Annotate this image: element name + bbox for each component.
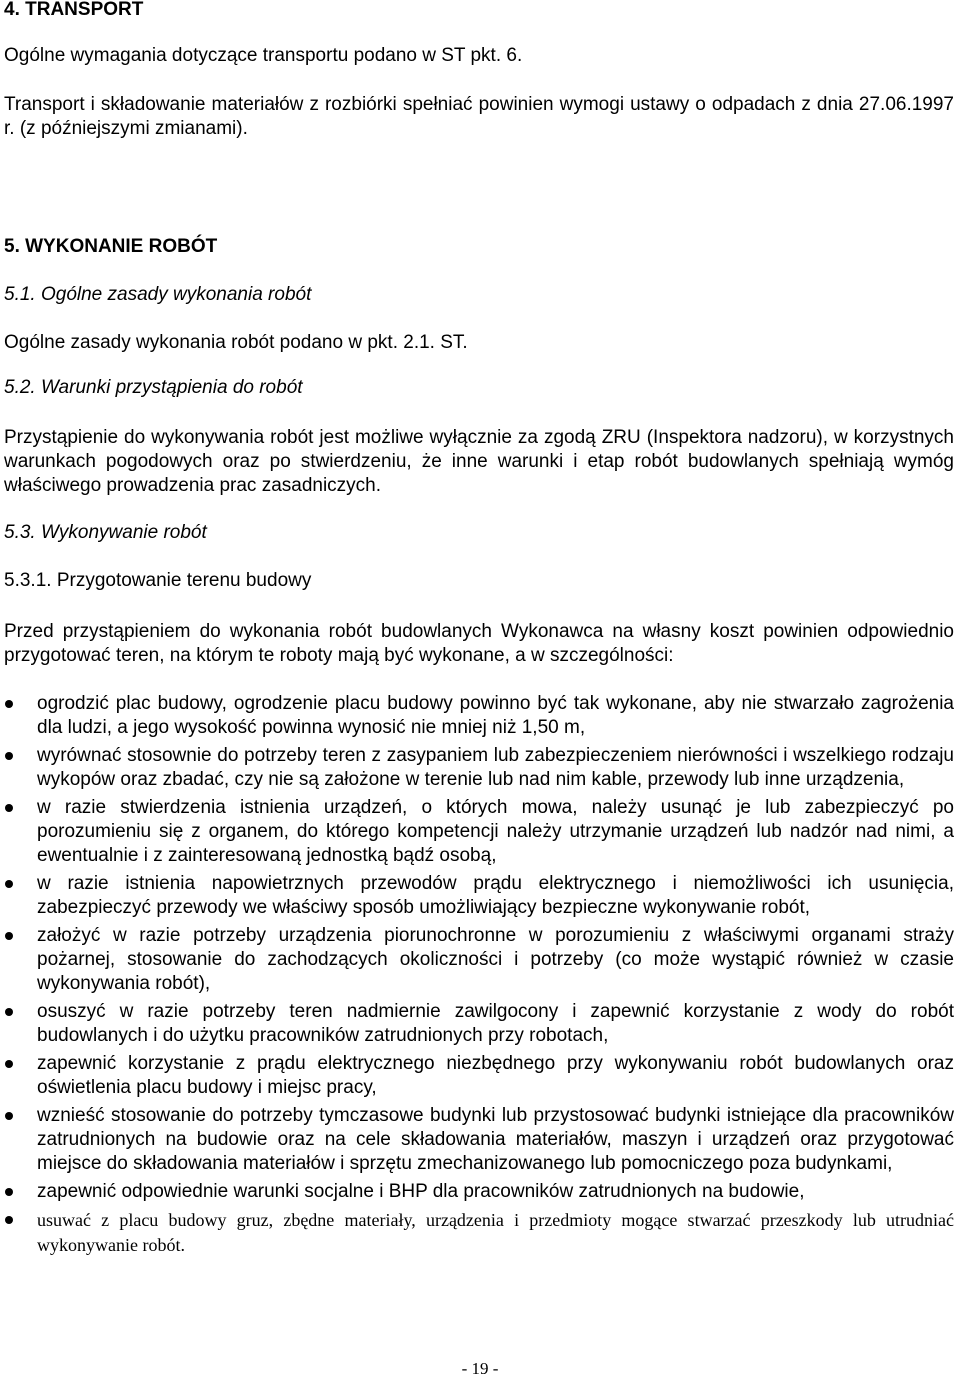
bullet-icon	[5, 880, 13, 888]
list-item	[0, 872, 954, 920]
section-5-1-text: Ogólne zasady wykonania robót podano w pkt. 2.1. ST.	[4, 332, 468, 353]
site-preparation-list	[0, 692, 954, 1262]
list-item-text: usuwać z placu budowy gruz, zbędne materiały, urządzenia i przedmioty mogące stwarzać przeszkody lub utrudniać wykonywanie robót.	[37, 1210, 954, 1255]
list-item	[0, 744, 954, 792]
list-item	[0, 692, 954, 740]
section-5-3-heading: 5.3. Wykonywanie robót	[4, 522, 207, 543]
list-item-text: ogrodzić plac budowy, ogrodzenie placu budowy powinno być tak wykonane, aby nie stwarzało zagrożenia dla ludzi, a jego wysokość powinna wynosić nie mniej niż 1,50 m,	[37, 693, 954, 738]
section-4-heading: 4. TRANSPORT	[4, 0, 144, 20]
list-item-text: osuszyć w razie potrzeby teren nadmiernie zawilgocony i zapewnić korzystanie z wody do robót budowlanych i do użytku pracowników zatrudnionych przy robotach,	[37, 1001, 954, 1046]
section-5-heading: 5. WYKONANIE ROBÓT	[4, 236, 218, 257]
list-item-text: zapewnić odpowiednie warunki socjalne i BHP dla pracowników zatrudnionych na budowie,	[37, 1181, 805, 1202]
list-item-text: w razie istnienia napowietrznych przewodów prądu elektrycznego i niemożliwości ich usunięcia, zabezpieczyć przewody we właściwy sposób umożliwiający bezpieczne wykonywanie robót,	[37, 873, 954, 918]
bullet-icon	[5, 700, 13, 708]
list-item-text: zapewnić korzystanie z prądu elektrycznego niezbędnego przy wykonywaniu robót budowlanych oraz oświetlenia placu budowy i miejsc pracy,	[37, 1053, 954, 1098]
list-item	[0, 924, 954, 996]
list-item	[0, 1052, 954, 1100]
bullet-icon	[5, 752, 13, 760]
section-5-2-heading: 5.2. Warunki przystąpienia do robót	[4, 377, 303, 398]
section-5-3-1-heading: 5.3.1. Przygotowanie terenu budowy	[4, 570, 312, 591]
section-5-1-heading: 5.1. Ogólne zasady wykonania robót	[4, 284, 312, 305]
list-item	[0, 1180, 954, 1204]
section-5-3-1-intro: Przed przystąpieniem do wykonania robót budowlanych Wykonawca na własny koszt powinien odpowiednio przygotować teren, na którym te roboty mają być wykonane, a w szczególności:	[4, 621, 954, 666]
list-item	[0, 1104, 954, 1176]
list-item	[0, 1000, 954, 1048]
bullet-icon	[5, 932, 13, 940]
bullet-icon	[5, 1008, 13, 1016]
bullet-icon	[5, 1060, 13, 1068]
list-item	[0, 1208, 954, 1258]
list-item	[0, 796, 954, 868]
list-item-text: wznieść stosowanie do potrzeby tymczasowe budynki lub przystosować budynki istniejące dla pracowników zatrudnionych na budowie oraz na cele składowania materiałów, maszyn i urządzeń oraz przygotować miejsce do składowania materiałów i sprzętu zmechanizowanego lub pomocniczego poza budynkami,	[37, 1105, 954, 1174]
bullet-icon	[5, 1112, 13, 1120]
bullet-icon	[5, 804, 13, 812]
list-item-text: w razie stwierdzenia istnienia urządzeń, o których mowa, należy usunąć je lub zabezpieczyć po porozumieniu się z organem, do którego kompetencji należy utrzymanie urządzeń lub nadzór nad nimi, a ewentualnie i z zainteresowaną jednostką bądź osobą,	[37, 797, 954, 866]
bullet-icon	[5, 1188, 13, 1196]
list-item-text: wyrównać stosownie do potrzeby teren z zasypaniem lub zabezpieczeniem nierówności i wszelkiego rodzaju wykopów oraz zbadać, czy nie są założone w terenie lub nad nim kable, przewody lub inne urządzenia,	[37, 745, 954, 790]
page-number: - 19 -	[461, 1359, 499, 1378]
transport-storage-text: Transport i składowanie materiałów z rozbiórki spełniać powinien wymogi ustawy o odpadach z dnia 27.06.1997 r. (z późniejszymi zmianami).	[4, 94, 954, 139]
section-5-2-text: Przystąpienie do wykonywania robót jest możliwe wyłącznie za zgodą ZRU (Inspektora nadzoru), w korzystnych warunkach pogodowych oraz po stwierdzeniu, że inne warunki i etap robót budowlanych spełniają wymóg właściwego prowadzenia prac zasadniczych.	[4, 427, 954, 496]
bullet-icon	[5, 1216, 13, 1224]
list-item-text: założyć w razie potrzeby urządzenia piorunochronne w porozumieniu z właściwymi organami straży pożarnej, stosowanie do zachodzących okoliczności i potrzeby (co może wystąpić również w czasie wykonywania robót),	[37, 925, 954, 994]
transport-requirements-text: Ogólne wymagania dotyczące transportu podano w ST pkt. 6.	[4, 45, 523, 66]
